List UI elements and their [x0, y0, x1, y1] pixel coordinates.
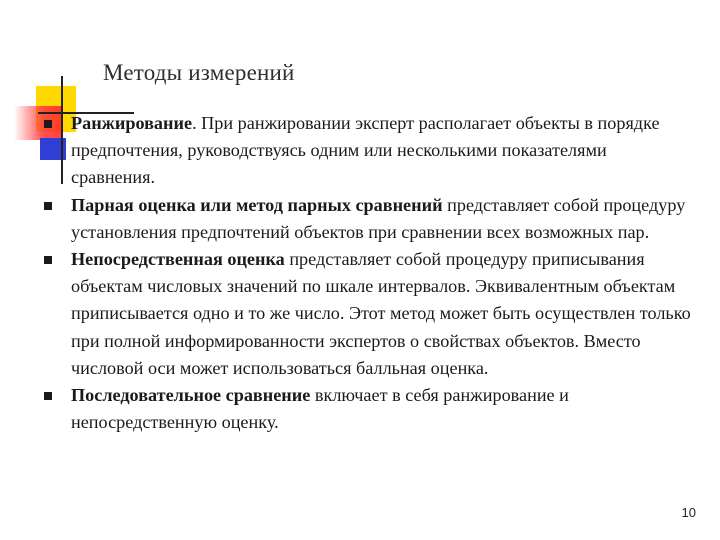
bullet-term: Парная оценка или метод парных сравнений — [71, 194, 443, 215]
square-bullet-icon — [44, 202, 52, 210]
square-bullet-icon — [44, 256, 52, 264]
page-number: 10 — [681, 505, 696, 520]
bullet-list — [44, 110, 694, 436]
bullet-item-direct — [44, 246, 694, 382]
bullet-item-ranking — [44, 110, 694, 192]
bullet-item-pairwise — [44, 192, 694, 246]
bullet-text: представляет собой процедуру установления предпочтений объектов при сравнении всех возможных пар. — [71, 194, 686, 242]
bullet-term: Непосредственная оценка — [71, 249, 285, 270]
bullet-text: . При ранжировании эксперт располагает объекты в порядке предпочтения, руководствуясь одним или несколькими показателями сравнения. — [71, 113, 660, 188]
bullet-text: представляет собой процедуру приписывания объектам числовых значений по шкале интервалов. Эквивалентным объектам приписывается одно и то же число. Этот метод может быть осуществлен только при полной информированности экспертов о свойствах объектов. Вместо числовой оси может использоваться балльная оценка. — [71, 249, 691, 378]
bullet-term: Последовательное сравнение — [71, 385, 311, 406]
slide-title: Методы измерений — [103, 60, 295, 85]
bullet-text: включает в себя ранжирование и непосредственную оценку. — [71, 385, 569, 433]
square-bullet-icon — [44, 392, 52, 400]
bullet-item-sequential — [44, 382, 694, 436]
square-bullet-icon — [44, 120, 52, 128]
bullet-term: Ранжирование — [71, 113, 193, 133]
